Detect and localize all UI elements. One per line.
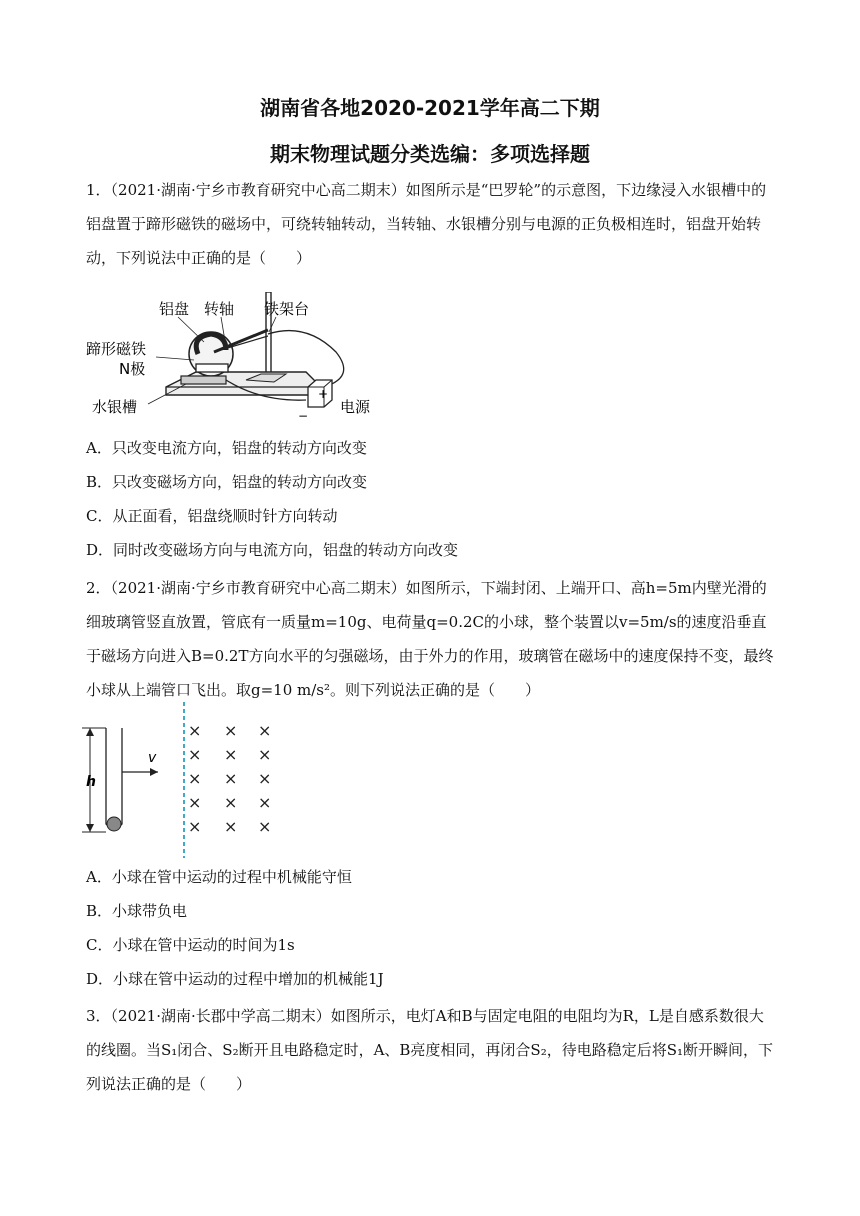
label-trough: 水银槽: [92, 398, 138, 416]
field-mark: ×: [224, 817, 238, 836]
label-minus: −: [298, 409, 309, 422]
label-disk: 铝盘: [159, 300, 190, 318]
field-mark: ×: [188, 793, 202, 812]
q1-option-b: B．只改变磁场方向，铝盘的转动方向改变: [86, 473, 368, 491]
question-3-stem: 3．（2021·湖南·长郡中学高二期末）如图所示，电灯A和B与固定电阻的电阻均为R，L是自感系数很大的线圈。当S₁闭合、S₂断开且电路稳定时，A、B亮度相同，再闭合S₂，待电路稳定后将S₁断开瞬间，下列说法正确的是（ ）: [86, 1007, 774, 1093]
label-v: v: [148, 750, 157, 766]
q1-option-a: A．只改变电流方向，铝盘的转动方向改变: [86, 439, 367, 457]
field-mark: ×: [224, 721, 238, 740]
field-mark: ×: [188, 721, 202, 740]
field-mark: ×: [258, 793, 272, 812]
field-mark: ×: [258, 721, 272, 740]
question-2-stem: 2．（2021·湖南·宁乡市教育研究中心高二期末）如图所示，下端封闭、上端开口、高h=5m内壁光滑的细玻璃管竖直放置，管底有一质量m=10g、电荷量q=0.2C的小球，整个装置以v=5m/s的速度沿垂直于磁场方向进入B=0.2T方向水平的匀强磁场，由于外力的作用，玻璃管在磁场中的速度保持不变，最终小球从上端管口飞出。取g=10 m/s²。则下列说法正确的是（ ）: [86, 579, 774, 699]
q2-option-d: D．小球在管中运动的过程中增加的机械能1J: [86, 970, 384, 988]
q2-option-b: B．小球带负电: [86, 902, 188, 920]
field-mark: ×: [188, 817, 202, 836]
q1-option-d: D．同时改变磁场方向与电流方向，铝盘的转动方向改变: [86, 541, 459, 559]
q2-option-c: C．小球在管中运动的时间为1s: [86, 936, 295, 954]
document-title-line2: 期末物理试题分类选编：多项选择题: [270, 142, 590, 166]
field-mark: ×: [258, 745, 272, 764]
field-mark: ×: [224, 769, 238, 788]
label-stand: 铁架台: [264, 300, 310, 318]
glass-tube-magnetic-field-figure: [78, 700, 288, 860]
field-mark: ×: [224, 745, 238, 764]
document-title-line1: 湖南省各地2020-2021学年高二下期: [260, 96, 600, 120]
label-north-pole: N极: [119, 360, 146, 378]
field-mark: ×: [188, 745, 202, 764]
label-magnet: 蹄形磁铁: [86, 340, 147, 358]
q2-option-a: A．小球在管中运动的过程中机械能守恒: [86, 868, 352, 886]
label-source: 电源: [340, 398, 371, 416]
question-1-stem: 1．（2021·湖南·宁乡市教育研究中心高二期末）如图所示是“巴罗轮”的示意图，下边缘浸入水银槽中的铝盘置于蹄形磁铁的磁场中，可绕转轴转动，当转轴、水银槽分别与电源的正负极相连时，铝盘开始转动，下列说法中正确的是（ ）: [86, 181, 767, 267]
barlow-wheel-figure: [86, 292, 396, 422]
field-mark: ×: [188, 769, 202, 788]
label-h: h: [86, 774, 96, 790]
field-mark: ×: [224, 793, 238, 812]
field-mark: ×: [258, 769, 272, 788]
label-plus: +: [318, 387, 329, 401]
label-axle: 转轴: [204, 300, 235, 318]
field-mark: ×: [258, 817, 272, 836]
q1-option-c: C．从正面看，铝盘绕顺时针方向转动: [86, 507, 338, 525]
